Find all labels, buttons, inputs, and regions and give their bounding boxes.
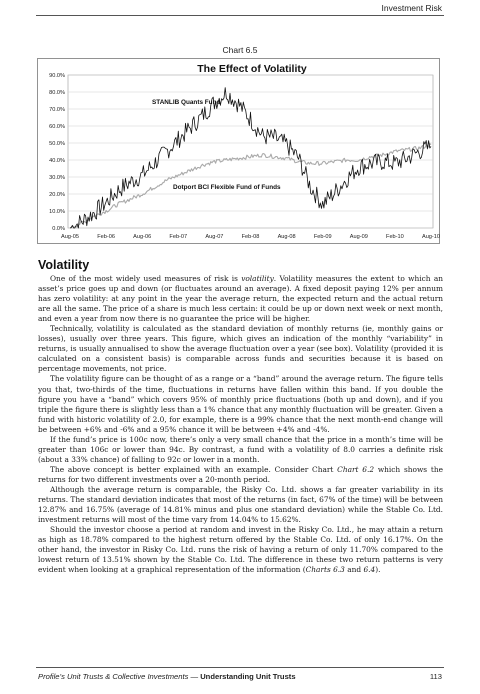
paragraph-7 bbox=[38, 525, 443, 575]
footer-book-title bbox=[38, 672, 296, 681]
y-tick-label: 80.0% bbox=[49, 90, 65, 96]
paragraph-4: If the fund’s price is 100c now, there’s only a very small chance that the price in a month’s time will be greater than 106c or lower than 94c. By contrast, a fund with a volatility of 8.0 carries a definite risk (about a 33% chance) of falling to 92c or lower in a month. bbox=[38, 434, 443, 464]
y-tick-label: 90.0% bbox=[49, 73, 65, 79]
running-head: Investment Risk bbox=[381, 3, 442, 13]
series-label-stanlib: STANLIB Quants Fund bbox=[152, 99, 221, 106]
x-tick-label: Aug-05 bbox=[60, 234, 80, 240]
chart-caption: Chart 6.5 bbox=[222, 45, 258, 55]
p5-text-a: The above concept is better explained with an example. Consider Chart bbox=[50, 464, 338, 474]
paragraph-1 bbox=[38, 274, 443, 324]
x-tick-label: Feb-08 bbox=[241, 234, 260, 240]
y-tick-label: 40.0% bbox=[49, 158, 65, 164]
series-label-dotport: Dotport BCI Flexible Fund of Funds bbox=[173, 184, 281, 191]
p1-emphasis: volatility bbox=[241, 274, 274, 283]
chart-svg bbox=[37, 58, 440, 244]
p7-chart-ref-1: Charts 6.3 bbox=[305, 565, 345, 575]
y-tick-label: 10.0% bbox=[49, 209, 65, 215]
p7-text-a: Should the investor choose a period at random and invest in the Risky Co. Ltd., he may attain a return as high as 18.78% compared to the highest return offered by the Stable Co. Ltd. of only 16.17%. On the other hand, the investor in Risky Co. Ltd. runs the risk of having a return of only 11.70% compared to the lowest return of 13.51% shown by the Stable Co. Ltd. The difference in these two return patterns is very evident when looking at a graphical representation of the information ( bbox=[38, 525, 443, 575]
y-tick-label: 0.0% bbox=[52, 226, 65, 232]
x-tick-label: Feb-09 bbox=[313, 234, 332, 240]
footer-title: Understanding Unit Trusts bbox=[200, 672, 296, 681]
y-tick-label: 70.0% bbox=[49, 107, 65, 113]
x-tick-label: Aug-09 bbox=[349, 234, 368, 240]
footer-publisher: Profile’s Unit Trusts & Collective Investments — bbox=[38, 672, 201, 681]
body-text bbox=[38, 274, 443, 575]
paragraph-6: Although the average return is comparable, the Risky Co. Ltd. shows a far greater variability in its returns. The standard deviation indicates that most of the returns (in fact, 67% of the time) will be between 12.87% and 16.75% (average of 14.81% minus and plus one standard deviation) while the Stable Co. Ltd. investment returns will most of the time vary from 14.04% to 15.62%. bbox=[38, 484, 443, 525]
x-tick-label: Aug-07 bbox=[205, 234, 224, 240]
page-number: 113 bbox=[429, 672, 442, 681]
y-tick-label: 60.0% bbox=[49, 124, 65, 130]
paragraph-2: Technically, volatility is calculated as the standard deviation of monthly returns (ie, monthly gains or losses), usually over three years. This figure, which gives an indication of the monthly “variability” in returns, is usually annualised to show the average fluctuation over a year (see box). Volatility (provided it is calculated on a consistent basis) is comparable across funds and securities because it is based on percentage movements, not price. bbox=[38, 324, 443, 374]
p7-text-mid: and bbox=[344, 565, 364, 575]
x-tick-label: Feb-07 bbox=[169, 234, 188, 240]
section-title: Volatility bbox=[38, 258, 90, 272]
paragraph-3: The volatility figure can be thought of as a range or a “band” around the average return. The figure tells you that, two-thirds of the time, fluctuations in returns have fallen within this band. If you double the figure you have a “band” which covers 95% of monthly price fluctuations (both up and down), and if you triple the figure there is slightly less than a 1% chance that any monthly fluctuation will be greater. Given a fund with historic volatility of 2.0, for example, there is a 99% chance that the next month-end change will be between +6% and -6% and a 95% chance it will be between +4% and -4%. bbox=[38, 374, 443, 434]
y-tick-label: 20.0% bbox=[49, 192, 65, 198]
y-tick-label: 50.0% bbox=[49, 141, 65, 147]
x-tick-label: Aug-06 bbox=[133, 234, 152, 240]
p7-text-b: ). bbox=[375, 565, 381, 575]
page-footer bbox=[38, 672, 442, 681]
p7-chart-ref-2: 6.4 bbox=[363, 565, 376, 575]
x-tick-label: Feb-06 bbox=[97, 234, 115, 240]
x-tick-label: Feb-10 bbox=[386, 234, 404, 240]
x-tick-label: Aug-08 bbox=[277, 234, 296, 240]
chart-title: The Effect of Volatility bbox=[197, 63, 307, 75]
p1-text-b: . Volatility measures the extent to which an asset’s price goes up and down (or fluctuates around an average). A fixed deposit paying 12% per annum has zero volatility: at any point in the year the average return, the expected return and the actual return are all the same. The price of a share is much less certain: it could be up or down next week or next month, and even a year from now there is no guarantee the price will be higher. bbox=[38, 274, 443, 324]
plot-area bbox=[68, 75, 433, 228]
p5-chart-ref: Chart 6.2 bbox=[337, 464, 375, 474]
header-rule bbox=[36, 15, 444, 16]
volatility-chart bbox=[37, 58, 440, 244]
p1-text-a: One of the most widely used measures of risk is bbox=[50, 274, 242, 283]
paragraph-5 bbox=[38, 465, 443, 485]
footer-rule bbox=[36, 667, 444, 668]
x-tick-label: Aug-10 bbox=[421, 234, 440, 240]
p5-text-b: which shows the returns for two different investments over a 20-month period. bbox=[38, 464, 443, 484]
y-tick-label: 30.0% bbox=[49, 175, 65, 181]
